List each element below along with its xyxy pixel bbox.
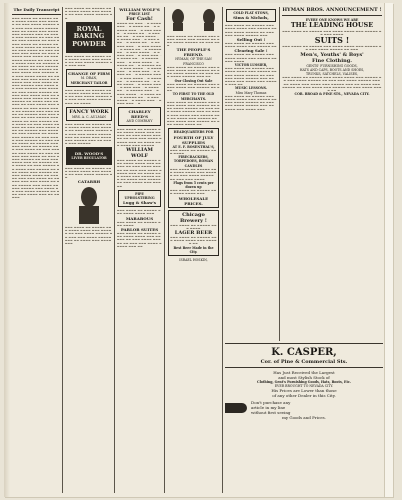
ad-body-line: Has Just Received the Largest	[273, 370, 335, 375]
news-text-block: ▬▬▬ ▬▬▬▬ ▬▬ ▬▬▬▬▬ ▬▬▬ ▬▬▬▬ ▬▬▬▬ ▬▬▬ ▬▬▬▬▬ ▬▬ ▬▬▬ ▬▬▬▬ ▬▬▬▬▬ ▬▬ ▬▬▬ ▬▬▬ ▬▬▬▬ ▬▬▬▬▬ ▬▬▬ ▬▬ ▬▬▬▬ ▬▬▬ ▬▬▬▬ ▬▬▬ ▬▬▬▬▬ ▬▬▬ ▬▬ ▬▬▬▬ ▬▬▬ ▬▬▬▬▬ ▬▬ ▬▬▬ ▬▬▬▬ ▬▬▬ ▬▬▬▬▬	[117, 158, 162, 188]
column-rule	[62, 7, 63, 493]
ad-body-text: ▬▬▬ ▬▬▬▬ ▬▬ ▬▬▬▬▬ ▬▬▬ ▬▬▬▬	[170, 148, 217, 156]
ad-subline: M. DRAN,	[80, 76, 98, 81]
ad-body-text: ▬▬▬ ▬▬▬▬ ▬▬ ▬▬▬▬▬ ▬▬▬ ▬▬▬▬	[170, 223, 217, 230]
ad-subline: MERCHANT TAILOR	[70, 80, 108, 85]
ad-body-line: article in my line	[251, 405, 286, 411]
ad-subline: HATS AND CAPS, BOOTS AND SHOES,	[299, 67, 365, 72]
ad-subline: AND COMPANY	[126, 119, 153, 124]
news-text-block: ▬▬▬ ▬▬▬▬ ▬▬ ▬▬▬▬▬ ▬▬▬ ▬▬▬▬ ▬▬▬▬ ▬▬▬ ▬▬▬▬▬ ▬▬ ▬▬▬ ▬▬▬▬ ▬▬▬▬▬ ▬▬ ▬▬▬ ▬▬▬ ▬▬▬▬ ▬▬▬▬▬ ▬▬▬	[225, 24, 277, 37]
hyman-bros-ad	[282, 7, 382, 341]
news-text-block: ▬▬▬ ▬▬▬▬ ▬▬ ▬▬▬▬▬ ▬▬▬ ▬▬▬▬ ▬▬▬▬ ▬▬▬ ▬▬▬▬▬ ▬▬	[225, 42, 277, 49]
ad-headline: DR. WOOD'S	[74, 151, 104, 157]
ad-body-text: ▬▬▬ ▬▬▬▬ ▬▬ ▬▬▬▬▬ ▬▬▬ ▬▬▬▬ ▬▬▬▬ ▬▬▬ ▬▬▬▬▬ ▬▬ ▬▬▬ ▬▬▬▬	[282, 29, 382, 36]
ad-body-text: ▬▬▬ ▬▬▬▬ ▬▬ ▬▬▬▬▬ ▬▬▬ ▬▬▬▬ ▬▬▬▬ ▬▬▬ ▬▬▬▬▬ ▬▬ ▬▬▬ ▬▬▬▬ ▬▬▬▬▬ ▬▬ ▬▬▬	[282, 45, 382, 52]
ad-body-text: ▬▬▬ ▬▬▬▬ ▬▬ ▬▬▬▬▬ ▬▬▬ ▬▬▬▬ ▬▬▬▬ ▬▬▬ ▬▬▬▬▬ ▬▬ ▬▬▬ ▬▬▬▬ ▬▬▬▬▬ ▬▬ ▬▬▬ ▬▬▬ ▬▬▬▬ ▬▬▬▬▬ ▬▬▬ ▬▬ ▬▬▬▬ ▬▬▬ ▬▬▬▬ ▬▬▬ ▬▬▬▬▬ ▬▬▬ ▬▬ ▬▬▬▬ ▬▬▬ ▬▬▬▬▬ ▬▬ ▬▬▬ ▬▬▬▬ ▬▬▬ ▬▬▬▬▬ ▬▬ ▬▬▬ ▬▬▬▬ ▬▬▬▬ ▬▬	[282, 76, 382, 93]
ad-subline: PRICE LIST	[128, 12, 151, 16]
column-rule	[164, 7, 165, 493]
ad-subline: WHOLESALE	[178, 195, 209, 201]
ad-body-line: His Prices are Lower than those	[271, 388, 337, 394]
news-text-block: ▬▬▬ ▬▬▬▬ ▬▬ ▬▬▬▬▬ ▬▬▬ ▬▬▬▬ ▬▬▬▬ ▬▬▬ ▬▬▬▬▬ ▬▬ ▬▬▬ ▬▬▬▬ ▬▬▬▬▬ ▬▬ ▬▬▬ ▬▬▬	[167, 34, 220, 48]
ad-subline: MRS. A. C. AULMAN	[72, 114, 106, 119]
ad-headline: THE LEADING HOUSE	[290, 21, 374, 30]
ad-headline: BAKING	[73, 32, 105, 41]
royal-baking-powder-ad	[66, 22, 112, 53]
pointing-hand-icon	[225, 403, 247, 413]
ad-rule	[282, 15, 382, 16]
old-merchants-heading: TO FIRST TO THE OLD MERCHANTS.	[172, 92, 215, 101]
ad-subline: Flags from 5 cents per dozen up	[173, 180, 214, 189]
peoples-friend-heading: THE PEOPLE'S FRIEND.	[176, 47, 211, 58]
column-rule	[114, 7, 115, 493]
selling-out-heading: Selling Out !	[236, 37, 266, 43]
page-fold-shadow	[4, 3, 10, 497]
ad-subline: LAGER BEER	[174, 229, 213, 236]
ad-subline: For Cash!	[126, 16, 153, 23]
ad-headline: HEADQUARTERS FOR	[173, 130, 214, 135]
column-3	[117, 7, 162, 493]
ad-headline: POWDER	[72, 40, 106, 48]
news-text-block: ▬▬▬ ▬▬▬▬ ▬▬ ▬▬▬▬▬ ▬▬▬ ▬▬▬▬ ▬▬▬▬ ▬▬▬ ▬▬▬▬▬ ▬▬ ▬▬▬ ▬▬▬▬ ▬▬▬▬▬ ▬▬ ▬▬▬ ▬▬▬ ▬▬▬▬ ▬▬▬▬▬ ▬▬▬ ▬▬ ▬▬▬▬ ▬▬▬ ▬▬▬▬ ▬▬▬	[225, 94, 277, 111]
ad-body-line: of any other Dealer in this City.	[272, 393, 336, 399]
pointing-hand-row	[225, 400, 383, 415]
news-text-block: ▬▬▬ ▬▬▬▬ ▬▬ ▬▬▬▬▬ ▬▬▬ ▬▬▬▬ ▬▬▬▬ ▬▬▬ ▬▬▬▬▬ ▬▬ ▬▬▬ ▬▬▬▬ ▬▬▬▬▬ ▬▬	[65, 166, 113, 180]
news-text-block: ▬▬▬ ▬▬▬▬ ▬▬ ▬▬▬▬▬ ▬▬▬ ▬▬▬▬ ▬▬▬▬ ▬▬▬ ▬▬▬▬▬ ▬▬ ▬▬▬ ▬▬▬▬	[225, 53, 277, 63]
ad-body-text: ▬▬▬ ▬▬▬▬ ▬▬ ▬▬▬▬▬ ▬▬▬ ▬▬▬▬ ▬▬▬▬ ▬▬▬ ▬▬▬▬▬ ▬▬	[170, 235, 217, 246]
ad-headline: COLD FLAT STONS,	[233, 11, 269, 15]
column-rule	[222, 7, 223, 493]
victor-lussier-heading: VICTOR LUSSIER,	[234, 63, 268, 68]
column-4	[167, 7, 220, 493]
peoples-friend-subheading: HYMAN, OF THE SAN FRANCISCO	[175, 57, 212, 66]
charley-reeds-ad	[118, 107, 161, 125]
news-text-block: ▬▬▬ ▬▬▬▬ ▬▬ ▬▬▬▬▬ ▬▬▬ ▬▬▬▬ ▬▬▬▬ ▬▬▬ ▬▬▬▬▬ ▬▬ ▬▬▬ ▬▬▬▬ ▬▬▬▬▬ ▬▬ ▬▬▬ ▬▬▬ ▬▬▬▬ ▬▬▬▬▬ ▬▬▬ ▬▬	[117, 231, 162, 248]
news-text-block: ▬▬▬ ▬▬▬▬ ▬▬ ▬▬▬▬▬ ▬▬▬ ▬▬▬▬	[117, 220, 161, 227]
ad-headline: Chicago Brewery !	[179, 211, 207, 224]
chicago-brewery-ad	[168, 210, 219, 256]
column-rule	[279, 7, 280, 341]
price-list-text: ▬▬▬▬ ▬▬ ▬▬▬ ·· ▬ ▬▬▬▬ ▬▬▬ ·· ▬ ▬▬▬▬ ▬▬ ·· ▬ ▬▬▬▬▬ ▬▬▬ ·· ▬ ▬▬▬ ▬▬▬▬ ·· ▬ ▬▬▬▬ ▬▬ ·· ▬ ▬▬▬▬▬ ▬▬ ·· ▬ ▬▬▬ ▬▬▬▬ ·· ▬ ▬▬▬▬ ▬▬▬ ·· ▬ ▬▬▬ ▬▬▬ ·· ▬ ▬▬▬▬ ▬▬ ·· ▬ ▬▬▬▬▬ ▬▬▬ ·· ▬ ▬▬▬ ▬▬▬▬ ·· ▬ ▬▬▬▬ ▬▬ ·· ▬ ▬▬▬▬▬ ▬▬ ·· ▬ ▬▬▬ ▬▬▬▬ ·· ▬ ▬▬▬▬ ▬▬▬ ·· ▬ ▬▬▬ ▬▬▬ ·· ▬ ▬▬▬▬ ▬▬ ·· ▬ ▬▬▬▬▬ ▬▬▬ ·· ▬ ▬▬▬ ▬▬▬▬ ·· ▬ ▬▬▬▬ ▬▬ ·· ▬ ▬▬▬▬▬ ▬▬ ·· ▬ ▬▬▬ ▬▬▬▬ ·· ▬ ▬▬▬▬ ▬▬▬ ·· ▬ ▬▬▬ ▬▬▬ ·· ▬ ▬▬▬▬ ▬▬ ·· ▬ ▬▬▬▬▬ ▬▬▬ ·· ▬ ▬▬▬ ▬▬▬▬ ·· ▬ ▬▬▬▬ ▬▬ ·· ▬ ▬▬▬▬▬ ▬▬ ·· ▬ ▬▬▬ ▬▬▬▬ ·· ▬ ▬▬▬▬ ▬▬▬ ·· ▬ ▬▬▬ ▬▬▬ ·· ▬ ▬▬▬▬ ▬▬ ·· ▬ ▬▬▬▬▬ ▬▬▬ ·· ▬ ▬▬▬ ▬▬▬▬ ·· ▬ ▬▬▬▬ ▬▬ ·· ▬ ▬▬▬▬▬ ▬▬ ·· ▬ ▬▬▬ ▬▬▬▬ ·· ▬ ▬▬▬▬ ▬▬▬ ·· ▬ ▬▬▬ ▬▬▬ ·· ▬	[117, 22, 162, 106]
ad-body-line: Clothing, Gent's Furnishing Goods, Hats, Boots, Etc.	[257, 380, 351, 384]
ad-subline: Cor. of Pine & Commercial Sts.	[260, 359, 348, 365]
news-text-block: ▬▬▬ ▬▬▬▬ ▬▬ ▬▬▬▬▬ ▬▬▬ ▬▬▬▬ ▬▬▬▬ ▬▬▬ ▬▬▬▬▬ ▬▬ ▬▬▬ ▬▬▬▬ ▬▬▬▬▬ ▬▬ ▬▬▬ ▬▬▬	[65, 54, 113, 68]
news-text-block: ▬▬▬ ▬▬▬▬ ▬▬ ▬▬▬▬▬ ▬▬▬ ▬▬▬▬ ▬▬▬▬ ▬▬▬ ▬▬▬▬▬ ▬▬ ▬▬▬ ▬▬▬▬ ▬▬▬▬▬ ▬▬ ▬▬▬ ▬▬▬ ▬▬▬▬ ▬▬▬▬▬ ▬▬▬ ▬▬ ▬▬▬▬ ▬▬▬ ▬▬▬▬ ▬▬▬ ▬▬▬▬▬ ▬▬▬ ▬▬ ▬▬▬▬ ▬▬▬ ▬▬▬▬▬ ▬▬ ▬▬▬ ▬▬▬▬ ▬▬▬ ▬▬▬▬▬ ▬▬ ▬▬▬ ▬▬▬▬ ▬▬▬▬ ▬▬	[167, 100, 220, 127]
news-text-block: ▬▬▬ ▬▬▬▬ ▬▬ ▬▬▬▬▬ ▬▬▬ ▬▬▬▬ ▬▬▬▬ ▬▬▬ ▬▬▬▬▬ ▬▬ ▬▬▬ ▬▬▬▬ ▬▬▬▬▬ ▬▬ ▬▬▬ ▬▬▬ ▬▬▬▬ ▬▬▬▬▬ ▬▬▬ ▬▬ ▬▬▬▬ ▬▬▬ ▬▬▬▬ ▬▬▬	[65, 226, 113, 246]
column-1	[12, 7, 61, 493]
ad-subline: EVERY ONE KNOWS WE ARE	[305, 18, 359, 22]
news-text-block: ▬▬▬ ▬▬▬▬ ▬▬ ▬▬▬▬▬ ▬▬▬ ▬▬▬▬ ▬▬▬▬ ▬▬▬	[117, 209, 161, 216]
ad-headline: PIPE UPHOLSTERING	[124, 191, 155, 200]
masthead-rule	[12, 14, 61, 15]
ad-headline: HYMAN BROS. ANNOUNCEMENT !	[282, 7, 382, 13]
catarrh-ad	[65, 179, 113, 226]
rosenthal-fourth-of-july-ad	[168, 128, 219, 207]
ad-headline: ROYAL	[76, 24, 102, 33]
dr-woods-liver-regulator-ad	[66, 147, 112, 164]
ad-body-line: EVER BROUGHT TO NEVADA CITY.	[274, 384, 334, 389]
page-edge-strip	[384, 3, 393, 497]
figures-illustration-icon	[167, 7, 220, 33]
ad-subline: Lugg & Shaw's	[122, 200, 157, 206]
ad-headline: WILLIAM WOLF'S	[119, 7, 160, 12]
ad-headline: CHARLEY REED'S	[128, 109, 151, 120]
sims-nichols-ad	[226, 9, 276, 22]
music-lessons-heading: MUSIC LESSONS.	[235, 86, 267, 91]
ad-subline: AT E. F. ROSENTHAL'S,	[172, 144, 215, 149]
column-5	[225, 7, 277, 341]
news-text-block: ▬▬▬ ▬▬▬▬ ▬▬ ▬▬▬▬▬ ▬▬▬ ▬▬▬▬ ▬▬▬▬ ▬▬▬ ▬▬▬▬▬ ▬▬ ▬▬▬ ▬▬▬▬ ▬▬▬▬▬ ▬▬ ▬▬▬ ▬▬▬ ▬▬▬▬ ▬▬▬▬▬ ▬▬▬ ▬▬ ▬▬▬▬ ▬▬▬ ▬▬▬▬ ▬▬▬ ▬▬▬▬▬ ▬▬▬ ▬▬ ▬▬▬▬ ▬▬▬ ▬▬▬▬▬	[65, 123, 113, 146]
news-text-block: ▬▬▬ ▬▬▬▬ ▬▬ ▬▬▬▬▬ ▬▬▬ ▬▬▬▬ ▬▬▬▬ ▬▬▬ ▬▬▬▬▬ ▬▬ ▬▬▬ ▬▬▬▬ ▬▬▬▬▬ ▬▬ ▬▬▬ ▬▬▬ ▬▬▬▬ ▬▬▬▬▬ ▬▬▬ ▬▬ ▬▬▬▬ ▬▬▬ ▬▬▬▬ ▬▬▬ ▬▬▬▬▬	[117, 127, 162, 147]
ad-subline: TRUNKS, SATCHELS, VALISES,	[305, 72, 359, 77]
ad-headline: K. CASPER,	[271, 347, 337, 358]
ad-rule	[225, 367, 383, 368]
news-text-block: ▬▬▬ ▬▬▬▬ ▬▬ ▬▬▬▬▬ ▬▬▬ ▬▬▬▬ ▬▬▬▬ ▬▬▬ ▬▬▬▬▬ ▬▬ ▬▬▬ ▬▬▬▬ ▬▬▬▬▬ ▬▬ ▬▬▬ ▬▬▬ ▬▬▬▬ ▬▬▬▬▬ ▬▬▬ ▬▬ ▬▬▬▬ ▬▬▬ ▬▬▬▬ ▬▬▬ ▬▬▬▬▬ ▬▬▬ ▬▬	[225, 67, 277, 87]
ad-body-line: and most Stylish Stock of	[278, 375, 330, 380]
ad-body-line: Don't purchase any	[251, 400, 291, 406]
ad-headline: CHANGE OF FIRM	[68, 71, 110, 77]
ad-subline: Men's, Youths' & Boys'	[300, 51, 364, 58]
closing-out-sale-heading: Our Closing Out Sale	[174, 78, 213, 83]
clearing-sale-heading: Clearing Sale !	[234, 48, 268, 54]
masthead-title: The Daily Transcript	[13, 7, 60, 12]
news-text-block: ▬▬▬ ▬▬▬▬ ▬▬ ▬▬▬▬▬ ▬▬▬ ▬▬▬▬ ▬▬▬▬ ▬▬▬ ▬▬▬▬▬ ▬▬ ▬▬▬ ▬▬▬▬ ▬▬▬▬▬ ▬▬ ▬▬▬ ▬▬▬ ▬▬▬▬ ▬▬▬▬▬ ▬▬▬ ▬▬ ▬▬▬▬ ▬▬▬ ▬▬▬▬ ▬▬▬ ▬▬▬▬▬ ▬▬▬ ▬▬ ▬▬▬▬ ▬▬▬ ▬▬▬▬▬ ▬▬ ▬▬▬ ▬▬▬▬ ▬▬▬ ▬▬▬▬▬ ▬▬ ▬▬▬ ▬▬▬▬ ▬▬▬▬ ▬▬ ▬▬▬▬▬ ▬▬▬ ▬▬▬ ▬▬▬▬ ▬▬ ▬▬▬▬▬ ▬▬▬ ▬▬▬ ▬▬▬▬ ▬▬ ▬▬▬ ▬▬▬▬▬ ▬▬▬ ▬▬▬▬ ▬▬ ▬▬▬ ▬▬▬▬▬ ▬▬▬ ▬▬▬▬ ▬▬ ▬▬▬ ▬▬▬▬ ▬▬▬▬▬ ▬▬ ▬▬▬ ▬▬▬ ▬▬▬▬ ▬▬▬ ▬▬ ▬▬▬▬▬ ▬▬▬ ▬▬▬▬ ▬▬ ▬▬▬ ▬▬▬▬▬ ▬▬ ▬▬▬▬ ▬▬▬ ▬▬▬▬▬ ▬▬ ▬▬▬ ▬▬▬▬ ▬▬▬ ▬▬▬▬▬ ▬▬ ▬▬▬ ▬▬▬▬ ▬▬▬▬ ▬▬ ▬▬▬▬▬ ▬▬▬ ▬▬▬ ▬▬▬▬ ▬▬ ▬▬▬▬▬ ▬▬▬ ▬▬▬ ▬▬▬▬ ▬▬ ▬▬▬ ▬▬▬▬▬ ▬▬▬ ▬▬▬▬ ▬▬ ▬▬▬ ▬▬▬▬▬ ▬▬▬ ▬▬▬▬ ▬▬ ▬▬▬ ▬▬▬▬ ▬▬▬▬▬ ▬▬ ▬▬▬ ▬▬▬ ▬▬▬▬ ▬▬▬ ▬▬ ▬▬▬▬▬ ▬▬▬ ▬▬▬▬ ▬▬ ▬▬▬ ▬▬▬▬▬ ▬▬ ▬▬▬▬ ▬▬▬ ▬▬▬▬▬ ▬▬ ▬▬▬ ▬▬▬▬ ▬▬▬ ▬▬▬▬▬ ▬▬ ▬▬▬ ▬▬▬▬ ▬▬▬▬ ▬▬ ▬▬▬▬▬ ▬▬▬ ▬▬▬ ▬▬▬▬ ▬▬ ▬▬▬▬▬ ▬▬▬ ▬▬▬ ▬▬▬▬ ▬▬ ▬▬▬ ▬▬▬▬▬ ▬▬▬ ▬▬▬▬ ▬▬ ▬▬▬ ▬▬▬▬▬ ▬▬▬ ▬▬▬▬ ▬▬ ▬▬▬ ▬▬▬▬ ▬▬▬▬▬ ▬▬ ▬▬▬ ▬▬▬ ▬▬▬▬ ▬▬▬ ▬▬ ▬▬▬▬▬ ▬▬▬ ▬▬▬▬ ▬▬ ▬▬▬ ▬▬▬▬▬ ▬▬ ▬▬▬▬ ▬▬▬ ▬▬▬▬▬ ▬▬ ▬▬▬ ▬▬▬▬ ▬▬▬ ▬▬▬▬▬ ▬▬ ▬▬▬ ▬▬▬▬ ▬▬▬▬ ▬▬ ▬▬▬▬▬ ▬▬▬ ▬▬▬ ▬▬▬▬ ▬▬ ▬▬▬▬▬ ▬▬▬ ▬▬▬ ▬▬▬▬ ▬▬ ▬▬▬ ▬▬▬▬▬ ▬▬▬ ▬▬▬▬ ▬▬ ▬▬▬ ▬▬▬▬▬ ▬▬▬ ▬▬▬▬ ▬▬ ▬▬▬ ▬▬▬▬ ▬▬▬▬▬ ▬▬ ▬▬▬ ▬▬▬ ▬▬▬▬ ▬▬▬ ▬▬ ▬▬▬▬▬ ▬▬▬ ▬▬▬▬ ▬▬ ▬▬▬ ▬▬▬▬▬ ▬▬ ▬▬▬▬ ▬▬▬ ▬▬▬▬▬ ▬▬ ▬▬▬ ▬▬▬▬ ▬▬▬ ▬▬▬▬▬ ▬▬ ▬▬▬ ▬▬▬▬ ▬▬▬▬ ▬▬ ▬▬▬▬▬ ▬▬▬ ▬▬▬ ▬▬▬▬ ▬▬ ▬▬▬▬▬ ▬▬▬ ▬▬▬ ▬▬▬▬ ▬▬ ▬▬▬ ▬▬▬▬▬ ▬▬▬ ▬▬▬▬ ▬▬ ▬▬▬ ▬▬▬▬▬ ▬▬▬ ▬▬▬▬ ▬▬ ▬▬▬ ▬▬▬▬ ▬▬▬▬▬ ▬▬ ▬▬▬ ▬▬▬ ▬▬▬▬ ▬▬▬ ▬▬ ▬▬▬▬▬	[12, 17, 60, 200]
ad-body-line: my Goods and Prices.	[282, 415, 326, 421]
ad-address: COR. BROAD & PINE STS., NEVADA CITY.	[294, 92, 370, 97]
change-of-firm-ad	[66, 69, 112, 86]
news-text-block: ▬▬▬ ▬▬▬▬ ▬▬ ▬▬▬▬▬ ▬▬▬ ▬▬▬▬ ▬▬▬▬ ▬▬▬ ▬▬▬▬▬ ▬▬ ▬▬▬ ▬▬▬▬ ▬▬▬▬▬ ▬▬ ▬▬▬ ▬▬▬ ▬▬▬▬ ▬▬▬▬▬ ▬▬▬ ▬▬	[167, 65, 220, 79]
ad-headline: FANCY WORK	[69, 108, 109, 115]
ad-headline: SUITS !	[314, 35, 350, 46]
ad-closing-text	[251, 400, 290, 415]
wolf-price-list-header	[117, 7, 162, 22]
ad-headline: FOURTH OF JULY SUPPLIES	[173, 134, 214, 145]
marabous-heading: MARABOUS	[125, 215, 154, 221]
k-casper-ad	[225, 343, 383, 493]
news-text-block: ▬▬▬ ▬▬▬▬ ▬▬ ▬▬▬▬▬ ▬▬▬ ▬▬▬▬ ▬▬▬▬ ▬▬▬ ▬▬▬▬▬ ▬▬ ▬▬▬ ▬▬▬▬ ▬▬▬▬▬ ▬▬	[65, 7, 113, 20]
ad-body-text: ▬▬▬ ▬▬▬▬ ▬▬ ▬▬▬▬▬ ▬▬▬ ▬▬▬▬ ▬▬▬▬ ▬▬▬ ▬▬▬▬▬ ▬▬ ▬▬▬ ▬▬▬▬ ▬▬▬▬▬ ▬▬ ▬▬▬ ▬▬▬ ▬▬▬▬	[170, 167, 217, 181]
ad-headline: CATARRH	[77, 179, 101, 185]
ad-body-text: ▬▬▬ ▬▬▬▬ ▬▬ ▬▬▬▬▬ ▬▬▬ ▬▬▬▬ ▬▬▬▬ ▬▬▬	[170, 189, 217, 196]
ad-headline: Sims & Nichols,	[233, 15, 269, 21]
ad-subline: PRICES.	[184, 200, 203, 206]
portrait-illustration-icon	[74, 184, 104, 224]
ad-subline: Fine Clothing.	[312, 57, 352, 64]
parlor-suites-heading: PARLOR SUITES	[120, 226, 159, 232]
ad-subline: Best Beer Made in the City.	[173, 245, 214, 254]
ad-signature: ISRAEL HOSKIN,	[179, 257, 208, 262]
ad-subline: LIVER REGULATOR	[71, 156, 107, 161]
ad-subline: FIRECRACKERS, TORPEDOES, ROMAN CANDLES	[173, 155, 214, 168]
william-wolf-name: WILLIAM WOLF	[126, 146, 153, 159]
ad-body-line: without first seeing	[251, 410, 291, 416]
news-text-block: ▬▬▬ ▬▬▬▬ ▬▬ ▬▬▬▬▬ ▬▬▬ ▬▬▬▬ ▬▬▬▬ ▬▬▬ ▬▬▬▬▬ ▬▬ ▬▬▬	[167, 82, 220, 93]
newspaper-page	[4, 3, 393, 497]
pipe-upholstering-ad	[118, 190, 161, 207]
music-teacher-name: Miss Mary Thomas	[235, 90, 267, 95]
ad-subline: GENTS' FURNISHING GOODS,	[306, 63, 358, 68]
column-2	[65, 7, 113, 493]
fancy-work-ad	[66, 107, 112, 121]
news-text-block: ▬▬▬ ▬▬▬▬ ▬▬ ▬▬▬▬▬ ▬▬▬ ▬▬▬▬ ▬▬▬▬ ▬▬▬ ▬▬▬▬▬ ▬▬ ▬▬▬ ▬▬▬▬ ▬▬▬▬▬ ▬▬ ▬▬▬ ▬▬▬ ▬▬▬▬ ▬▬▬▬▬ ▬▬▬ ▬▬ ▬▬▬▬	[65, 88, 113, 105]
